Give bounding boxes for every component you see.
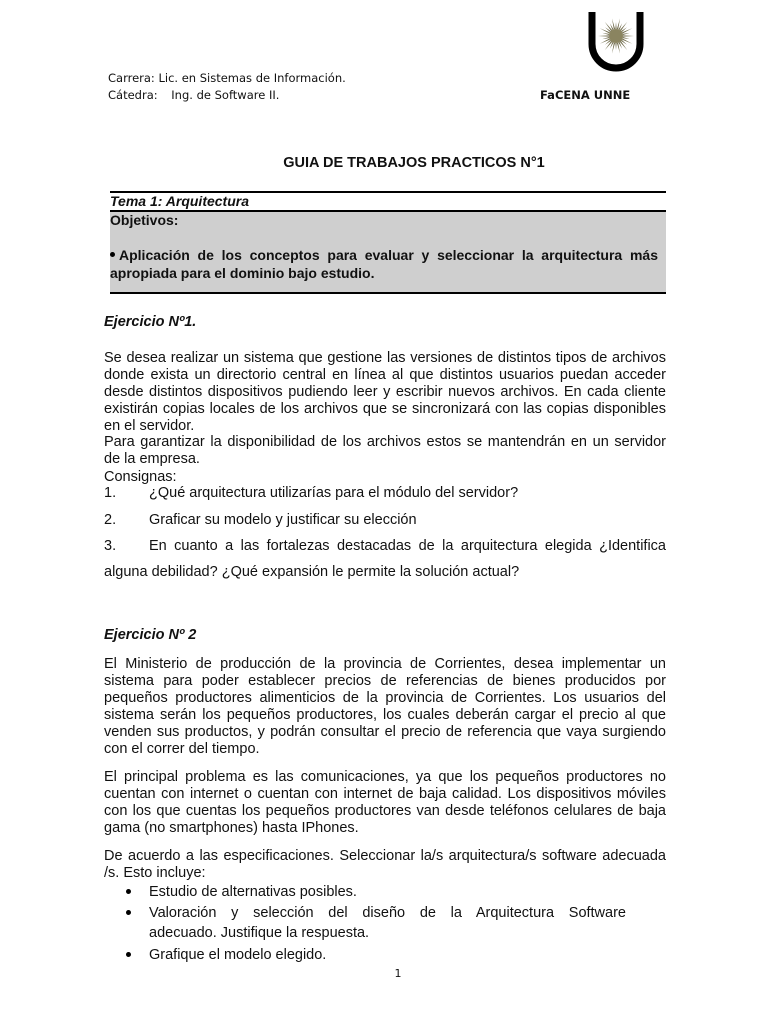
exercise2-paragraph: El Ministerio de producción de la provincia de Corrientes, desea implementar un sistema para poder establecer precios de referencias de bienes producidos por pequeños productores alimenticios de la provincia de Corrientes. Los usuarios del sistema serán los pequeños productores, los cuales deberán cargar el precio al que venden sus productos, y podrán consultar el precio de referencia que vaya surgiendo con el correr del tiempo. xyxy=(104,656,666,757)
logo-ray xyxy=(622,38,632,43)
bullet-text: Estudio de alternativas posibles. xyxy=(149,884,357,900)
logo-ray xyxy=(615,43,616,50)
consigna-text: En cuanto a las fortalezas destacadas de la arquitectura elegida ¿Identifica xyxy=(149,538,666,554)
catedra-line xyxy=(108,87,346,104)
bullet-icon xyxy=(126,889,131,894)
topic-box xyxy=(110,191,666,294)
exercise1-paragraph: Se desea realizar un sistema que gestione las versiones de distintos tipos de archivos donde exista un directorio central en línea al que distintos usuarios puedan acceder desde distintos dispositivos pudiendo leer y escribir nuevos archivos. En cada cliente existirán copias locales de los archivos que se sincronizará con las copias disponibles en el servidor. xyxy=(104,350,666,434)
logo-ray xyxy=(600,28,610,33)
objectives-panel xyxy=(110,210,666,294)
consigna-text: Graficar su modelo y justificar su elección xyxy=(149,512,417,528)
exercise2-paragraph: De acuerdo a las especificaciones. Seleccionar la/s arquitectura/s software adecuada /s. Esto incluye: xyxy=(104,848,666,881)
consigna-number: 1. xyxy=(104,485,117,501)
logo-ray xyxy=(615,22,616,29)
consigna-number: 2. xyxy=(104,512,117,528)
catedra-value: Ing. de Software II. xyxy=(171,88,280,102)
logo-ray xyxy=(600,38,610,43)
objective-item xyxy=(110,246,658,282)
bullet-text-continued: adecuado. Justifique la respuesta. xyxy=(149,925,370,941)
exercise2-paragraph: El principal problema es las comunicaciones, ya que los pequeños productores no cuentan con internet o cuentan con internet de baja calidad. Los dispositivos móviles con los que cuentas los pequeños productores van desde teléfonos celulares de baja gama (no smartphones) hasta IPhones. xyxy=(104,769,666,836)
course-info xyxy=(108,70,346,104)
carrera-value: Lic. en Sistemas de Información. xyxy=(158,71,346,85)
logo-ray xyxy=(623,37,630,39)
logo-ray xyxy=(622,28,632,33)
page-title: GUIA DE TRABAJOS PRACTICOS N°1 xyxy=(283,155,545,171)
carrera-line xyxy=(108,70,346,87)
institution-name: FaCENA UNNE xyxy=(540,88,631,102)
objectives-label: Objetivos: xyxy=(110,212,179,228)
page-number: 1 xyxy=(394,967,402,980)
consignas-label: Consignas: xyxy=(104,469,177,485)
exercise2-heading: Ejercicio Nº 2 xyxy=(104,627,197,643)
catedra-label: Cátedra: xyxy=(108,88,158,102)
logo-ray xyxy=(602,33,609,35)
logo-ray xyxy=(623,35,634,36)
consigna-text: ¿Qué arquitectura utilizarías para el módulo del servidor? xyxy=(149,485,519,501)
bullet-icon xyxy=(110,252,115,257)
university-sun-logo-icon xyxy=(586,10,646,72)
topic-heading: Tema 1: Arquitectura xyxy=(110,193,249,209)
consigna-text-continued: alguna debilidad? ¿Qué expansión le permite la solución actual? xyxy=(104,564,520,580)
consigna-number: 3. xyxy=(104,538,117,554)
logo-ray xyxy=(602,37,609,39)
exercise1-paragraph: Para garantizar la disponibilidad de los archivos estos se mantendrán en un servidor de la empresa. xyxy=(104,434,666,467)
logo-ray xyxy=(598,35,609,36)
bullet-text: Grafique el modelo elegido. xyxy=(149,947,327,963)
bullet-icon xyxy=(126,952,131,957)
exercise1-heading: Ejercicio Nº1. xyxy=(104,314,197,330)
objective-text: Aplicación de los conceptos para evaluar y seleccionar la arquitectura más apropiada para el dominio bajo estudio. xyxy=(110,247,658,281)
bullet-text: Valoración y selección del diseño de la Arquitectura Software xyxy=(149,905,626,921)
carrera-label: Carrera: xyxy=(108,71,155,85)
bullet-icon xyxy=(126,910,131,915)
logo-ray xyxy=(623,33,630,35)
